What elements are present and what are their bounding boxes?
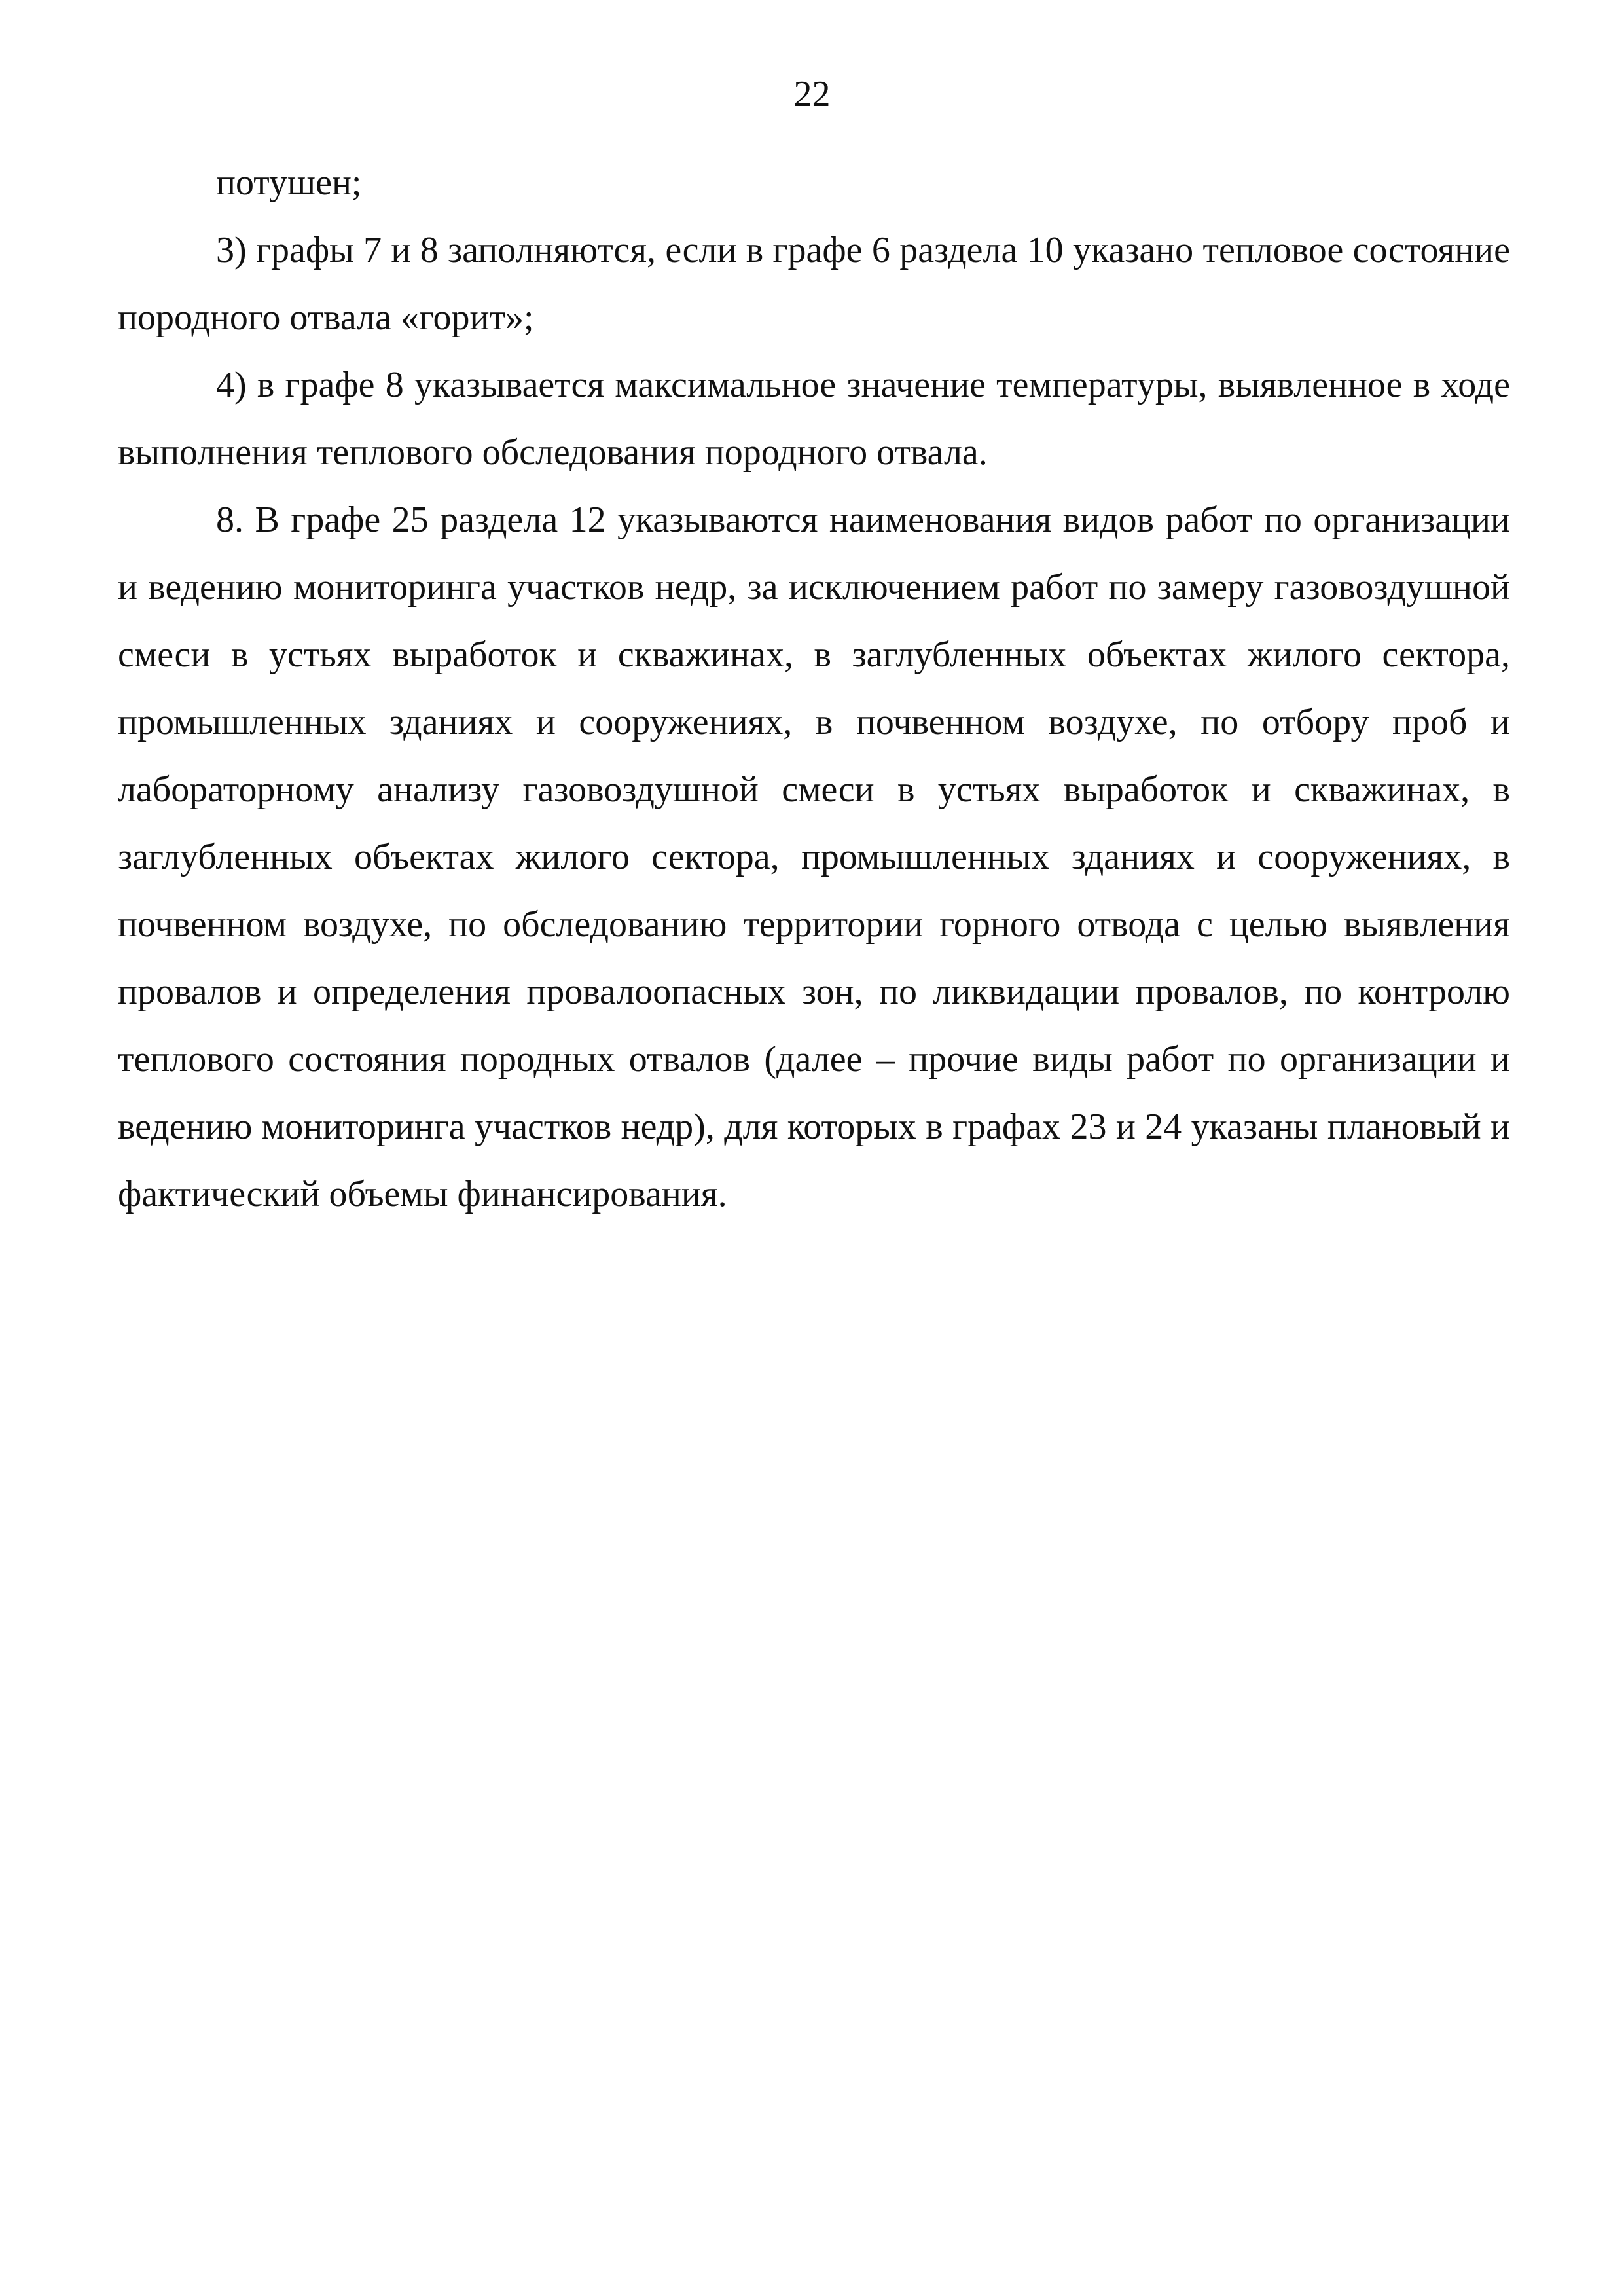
paragraph-item-3: 3) графы 7 и 8 заполняются, если в графе 6 раздела 10 указано тепловое состояние породного отвала «горит»;	[118, 230, 1510, 338]
page-number: 22	[793, 74, 831, 115]
document-body	[118, 149, 1510, 1228]
paragraph-item-4: 4) в графе 8 указывается максимальное значение температуры, выявленное в ходе выполнения теплового обследования породного отвала.	[118, 365, 1510, 473]
paragraph-item-8: 8. В графе 25 раздела 12 указываются наименования видов работ по организации и ведению мониторинга участков недр, за исключением работ по замеру газовоздушной смеси в устьях выработок и скважинах, в заглубленных объектах жилого сектора, промышленных зданиях и сооружениях, в почвенном воздухе, по отбору проб и лабораторному анализу газовоздушной смеси в устьях выработок и скважинах, в заглубленных объектах жилого сектора, промышленных зданиях и сооружениях, в почвенном воздухе, по обследованию территории горного отвода с целью выявления провалов и определения провалоопасных зон, по ликвидации провалов, по контролю теплового состояния породных отвалов (далее – прочие виды работ по организации и ведению мониторинга участков недр), для которых в графах 23 и 24 указаны плановый и фактический объемы финансирования.	[118, 500, 1510, 1214]
paragraph-continuation: потушен;	[216, 162, 362, 203]
